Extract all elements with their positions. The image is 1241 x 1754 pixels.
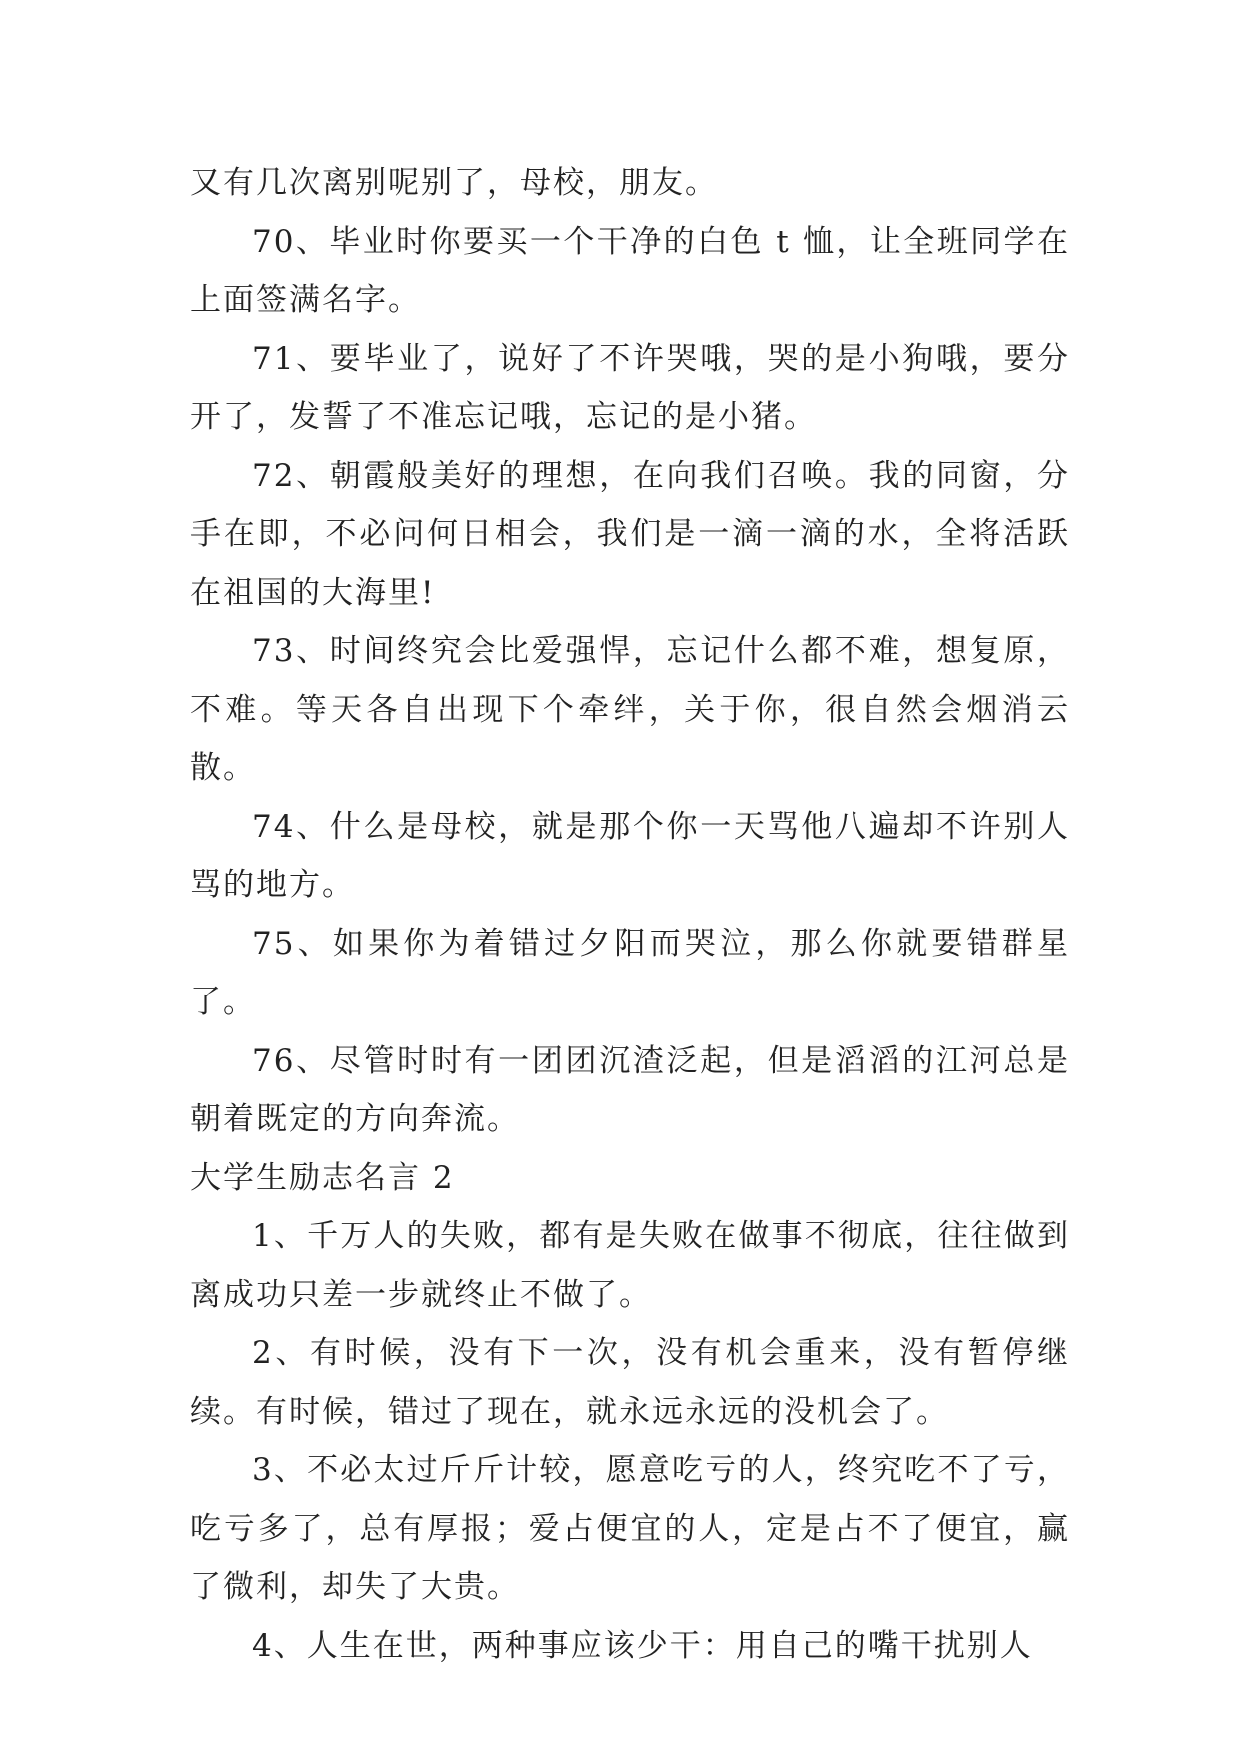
section-paragraph-2: 2、有时候，没有下一次，没有机会重来，没有暂停继续。有时候，错过了现在，就永远永远的没机会了。: [190, 1335, 1070, 1430]
paragraph-73: 73、时间终究会比爱强悍，忘记什么都不难，想复原，不难。等天各自出现下个牵绊，关于你，很自然会烟消云散。: [190, 633, 1070, 786]
paragraph-74: 74、什么是母校，就是那个你一天骂他八遍却不许别人骂的地方。: [190, 808, 1070, 903]
section-paragraph-1: 1、千万人的失败，都有是失败在做事不彻底，往往做到离成功只差一步就终止不做了。: [190, 1218, 1070, 1313]
paragraph-76: 76、尽管时时有一团团沉渣泛起，但是滔滔的江河总是朝着既定的方向奔流。: [190, 1042, 1070, 1137]
paragraph-72: 72、朝霞般美好的理想，在向我们召唤。我的同窗，分手在即，不必问何日相会，我们是一滴一滴的水，全将活跃在祖国的大海里!: [190, 457, 1070, 611]
section-paragraph-4: 4、人生在世，两种事应该少干：用自己的嘴干扰别人: [252, 1627, 1033, 1664]
paragraph-75: 75、如果你为着错过夕阳而哭泣，那么你就要错群星了。: [190, 925, 1070, 1020]
section-heading: 大学生励志名言 2: [190, 1159, 455, 1196]
paragraph-71: 71、要毕业了，说好了不许哭哦，哭的是小狗哦，要分开了，发誓了不准忘记哦，忘记的是小猪。: [190, 340, 1070, 435]
paragraph-70: 70、毕业时你要买一个干净的白色 t 恤，让全班同学在上面签满名字。: [190, 223, 1070, 318]
document-body: [190, 154, 1070, 1675]
section-paragraph-3: 3、不必太过斤斤计较，愿意吃亏的人，终究吃不了亏，吃亏多了，总有厚报；爱占便宜的人，定是占不了便宜，赢了微利，却失了大贵。: [190, 1452, 1070, 1605]
paragraph-continued: 又有几次离别呢别了，母校，朋友。: [190, 165, 718, 201]
